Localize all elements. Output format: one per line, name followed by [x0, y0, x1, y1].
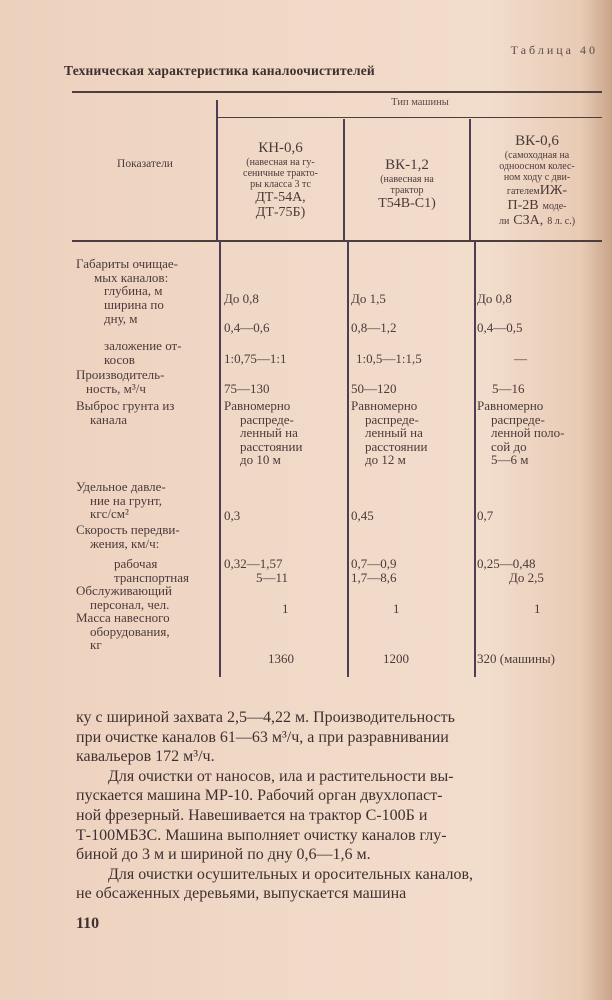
value-kn06-glubina: До 0,8 [224, 291, 259, 306]
text-line: Т-100МБЗС. Машина выполняет очистку каналов глу- [76, 826, 447, 844]
column-header-vk06 [472, 133, 602, 228]
indicator-line: Удельное давле- [76, 479, 166, 494]
indicator-line: ширина по [104, 297, 164, 312]
value-line: Равномерно [477, 398, 544, 413]
indicator-glubina [76, 284, 244, 298]
value-vk06-rabochaya: 0,25—0,48 [477, 556, 536, 571]
indicator-shirina [76, 298, 244, 325]
value-line: сой до [491, 438, 527, 454]
header-desc-line: 8 л. с.) [547, 216, 576, 227]
text-line: ку с шириной захвата 2,5—4,22 м. Производительность [76, 709, 455, 726]
value-vk12-proizv: 50—120 [351, 381, 397, 396]
value-kn06-zalozhenie: 1:0,75—1:1 [224, 351, 287, 366]
indicator-line: персонал, чел. [90, 596, 170, 612]
value-line: до 10 м [240, 452, 281, 468]
header-desc-line: (навесная на гу- [246, 157, 315, 168]
table-number: Таблица 40 [510, 43, 598, 57]
indicator-line: дну, м [104, 310, 138, 326]
value-vk12-glubina: До 1,5 [351, 291, 386, 306]
value-line: 5—6 м [491, 452, 529, 468]
indicator-personal [76, 584, 216, 611]
value-line: распреде- [491, 411, 545, 427]
text-line: не обсаженных деревьями, выпускается машина [76, 885, 407, 903]
text-line: Для очистки от наносов, ила и растительности вы- [108, 767, 454, 785]
value-vk06-zalozhenie: — [514, 351, 527, 366]
indicator-line: Скорость передви- [76, 522, 180, 537]
value-vk12-transport: 1,7—8,6 [351, 570, 397, 585]
indicator-line: рабочая [114, 556, 158, 571]
page-number: 110 [76, 915, 100, 932]
value-line: ленный на [365, 425, 423, 441]
column-divider-3 [469, 119, 471, 240]
indicator-line: мых каналов: [94, 269, 169, 285]
indicator-line: канала [90, 411, 127, 427]
indicator-line: Масса навесного [76, 610, 170, 625]
indicator-line: кгс/см² [90, 506, 129, 522]
value-line: Равномерно [351, 398, 418, 413]
indicator-line: Габариты очищае- [76, 256, 179, 271]
machine-name: ВК-0,6 [515, 133, 559, 149]
header-desc-line: П-2В [507, 198, 539, 213]
indicator-line: транспортная [114, 570, 190, 585]
value-vk06-proizv: 5—16 [492, 381, 525, 396]
indicator-line: оборудования, [90, 623, 170, 639]
value-line: ленный на [240, 425, 298, 441]
value-line: Равномерно [224, 398, 291, 413]
value-line: распреде- [365, 411, 419, 427]
value-vk06-glubina: До 0,8 [477, 291, 512, 306]
indicator-line: ние на грунт, [90, 492, 162, 508]
value-line: расстоянии [240, 438, 303, 454]
header-bottom-rule [72, 240, 602, 242]
indicator-line: Производитель- [76, 367, 165, 382]
header-desc-line: СЗА, [513, 213, 544, 228]
header-desc-line: гателем [506, 186, 540, 197]
header-desc-line: ли [498, 216, 510, 227]
column-divider-3-body [474, 240, 476, 677]
text-line: при очистке каналов 61—63 м³/ч, а при разравнивании [76, 728, 449, 746]
indicator-skorost [76, 523, 216, 550]
table-title: Техническая характеристика каналоочистителей [64, 63, 375, 78]
indicator-line: глубина, м [104, 283, 163, 298]
header-desc-line: (самоходная на [504, 150, 570, 161]
value-vk12-zalozhenie: 1:0,5—1:1,5 [356, 351, 422, 366]
value-vk06-massa: 320 (машины) [477, 651, 555, 666]
text-line: ной фрезерный. Навешивается на трактор С-100Б и [76, 806, 428, 824]
header-desc-line: (навесная на [380, 174, 434, 185]
body-paragraphs [76, 708, 596, 904]
indicator-proizvoditelnost [76, 368, 216, 395]
indicators-header: Показатели [117, 158, 173, 170]
value-vk06-vybros [477, 399, 564, 467]
machine-type-header: Тип машины [391, 97, 449, 108]
value-vk06-shirina: 0,4—0,5 [477, 320, 523, 335]
indicator-gabarity [76, 257, 216, 284]
column-header-kn06 [218, 140, 343, 220]
indicator-line: кг [90, 637, 102, 653]
indicator-line: косов [104, 351, 135, 367]
text-line: кавальеров 172 м³/ч. [76, 748, 215, 766]
value-vk12-massa: 1200 [383, 651, 409, 666]
value-vk12-shirina: 0,8—1,2 [351, 320, 397, 335]
value-vk12-davlenie: 0,45 [351, 508, 374, 523]
indicator-davlenie [76, 480, 216, 521]
column-divider-2-body [347, 240, 349, 677]
text-line: Для очистки осушительных и оросительных каналов, [108, 865, 474, 883]
indicator-line: Выброс грунта из [76, 398, 175, 413]
indicator-line: заложение от- [104, 338, 182, 353]
header-desc-line: ИЖ- [539, 183, 568, 198]
text-line: биной до 3 м и шириной по дну 0,6—1,6 м. [76, 846, 371, 864]
value-vk06-davlenie: 0,7 [477, 508, 494, 523]
table-top-rule [72, 91, 602, 93]
column-header-vk12 [345, 157, 469, 211]
header-desc-line: ном ходу с дви- [503, 172, 571, 183]
indicator-line: Обслуживающий [76, 583, 172, 598]
value-kn06-massa: 1360 [268, 651, 294, 666]
value-vk06-personal: 1 [534, 601, 541, 616]
value-kn06-rabochaya: 0,32—1,57 [224, 556, 283, 571]
value-line: расстоянии [365, 438, 428, 454]
text-line: пускается машина МР-10. Рабочий орган двухлопаст- [76, 787, 443, 805]
indicator-line: жения, км/ч: [90, 535, 160, 551]
value-kn06-shirina: 0,4—0,6 [224, 320, 270, 335]
value-kn06-davlenie: 0,3 [224, 508, 241, 523]
header-desc-line: ры класса 3 тс [250, 179, 311, 190]
value-vk12-rabochaya: 0,7—0,9 [351, 556, 397, 571]
machine-name: КН-0,6 [258, 140, 303, 156]
indicator-zalozhenie [76, 339, 244, 366]
value-kn06-transport: 5—11 [256, 570, 289, 585]
value-vk12-personal: 1 [393, 601, 400, 616]
header-desc-line: сеничные тракто- [243, 168, 318, 179]
header-desc-line: одноосном колес- [499, 161, 575, 172]
type-header-rule [218, 117, 602, 118]
value-vk06-transport: До 2,5 [509, 570, 544, 585]
value-line: распреде- [240, 411, 294, 427]
value-kn06-personal: 1 [282, 601, 289, 616]
header-desc-line: моде- [542, 201, 567, 212]
indicator-vybros [76, 399, 216, 426]
value-vk12-vybros [351, 399, 427, 467]
indicator-line: ность, м³/ч [86, 380, 146, 396]
value-line: ленной поло- [491, 425, 565, 441]
value-kn06-proizv: 75—130 [224, 381, 270, 396]
header-desc-line: ДТ-54А, [255, 190, 306, 205]
value-line: до 12 м [365, 452, 406, 468]
header-desc-line: трактор [390, 185, 424, 196]
header-desc-line: ДТ-75Б) [255, 205, 306, 220]
header-desc-line: Т54В-С1) [378, 196, 436, 211]
machine-name: ВК-1,2 [385, 157, 429, 173]
indicator-massa [76, 611, 216, 652]
value-kn06-vybros [224, 399, 302, 467]
